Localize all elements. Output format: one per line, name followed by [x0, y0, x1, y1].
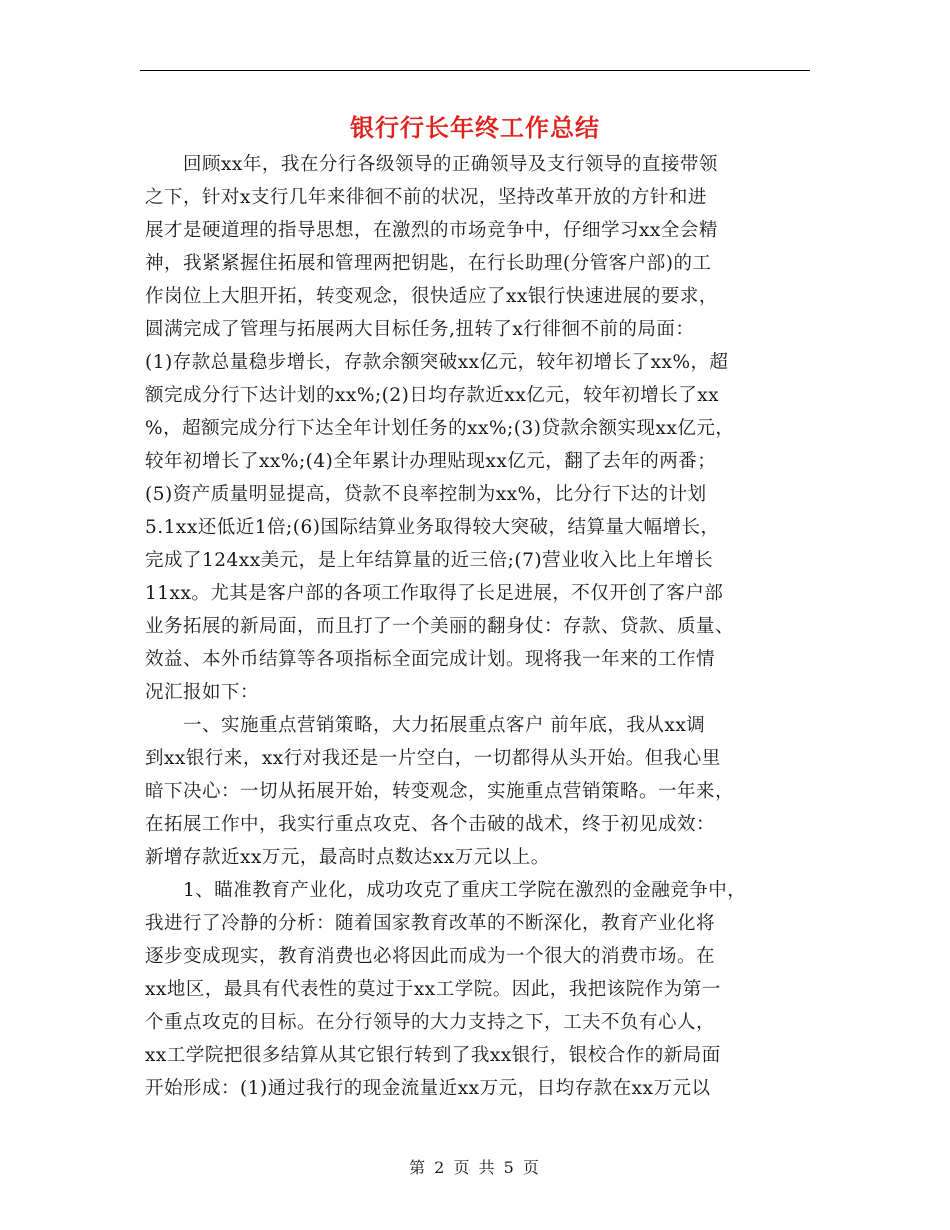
text-line: 展才是硬道理的指导思想，在激烈的市场竞争中，仔细学习xx全会精 [145, 220, 718, 241]
text-line: 逐步变成现实，教育消费也必将因此而成为一个很大的消费市场。在 [145, 946, 716, 967]
text-line: xx地区，最具有代表性的莫过于xx工学院。因此，我把该院作为第一 [145, 979, 721, 1000]
page-number: 第 2 页 共 5 页 [409, 1158, 541, 1177]
text-line: 1、瞄准教育产业化，成功攻克了重庆工学院在激烈的金融竞争中， [145, 880, 747, 901]
text-line: 况汇报如下： [145, 682, 260, 703]
text-line: 5.1xx还低近1倍;(6)国际结算业务取得较大突破，结算量大幅增长， [145, 517, 720, 538]
text-line: 回顾xx年，我在分行各级领导的正确领导及支行领导的直接带领 [145, 154, 718, 175]
text-line: 作岗位上大胆开拓，转变观念，很快适应了xx银行快速进展的要求， [145, 286, 718, 307]
text-line: 到xx银行来，xx行对我还是一片空白，一切都得从头开始。但我心里 [145, 748, 721, 769]
text-line: 效益、本外币结算等各项指标全面完成计划。现将我一年来的工作情 [145, 649, 716, 670]
text-line: (5)资产质量明显提高，贷款不良率控制为xx%，比分行下达的计划 [145, 484, 707, 505]
text-line: 个重点攻克的目标。在分行领导的大力支持之下，工夫不负有心人， [145, 1012, 716, 1033]
text-line: 一、实施重点营销策略，大力拓展重点客户 前年底，我从xx调 [145, 715, 706, 736]
text-line: 新增存款近xx万元，最高时点数达xx万元以上。 [145, 847, 550, 868]
text-line: 业务拓展的新局面，而且打了一个美丽的翻身仗：存款、贷款、质量、 [145, 616, 735, 637]
document-title: 银行行长年终工作总结 [350, 113, 600, 142]
text-line: 较年初增长了xx%;(4)全年累计办理贴现xx亿元，翻了去年的两番； [145, 451, 717, 472]
text-line: 暗下决心：一切从拓展开始，转变观念，实施重点营销策略。一年来， [145, 781, 735, 802]
text-line: 11xx。尤其是客户部的各项工作取得了长足进展，不仅开创了客户部 [145, 583, 724, 604]
text-line: 圆满完成了管理与拓展两大目标任务,扭转了x行徘徊不前的局面： [145, 319, 695, 340]
text-line: 开始形成：(1)通过我行的现金流量近xx万元，日均存款在xx万元以 [145, 1078, 711, 1099]
text-line: %，超额完成分行下达全年计划任务的xx%;(3)贷款余额实现xx亿元， [145, 418, 735, 439]
text-line: 在拓展工作中，我实行重点攻克、各个击破的战术，终于初见成效： [145, 814, 716, 835]
text-line: 神，我紧紧握住拓展和管理两把钥匙，在行长助理(分管客户部)的工 [145, 253, 712, 274]
text-line: 我进行了冷静的分析：随着国家教育改革的不断深化，教育产业化将 [145, 913, 716, 934]
text-line: (1)存款总量稳步增长，存款余额突破xx亿元，较年初增长了xx%，超 [145, 352, 729, 373]
text-line: 之下，针对x支行几年来徘徊不前的状况，坚持改革开放的方针和进 [145, 187, 707, 208]
text-line: xx工学院把很多结算从其它银行转到了我xx银行，银校合作的新局面 [145, 1045, 721, 1066]
text-line: 完成了124xx美元，是上年结算量的近三倍;(7)营业收入比上年增长 [145, 550, 714, 571]
text-line: 额完成分行下达计划的xx%;(2)日均存款近xx亿元，较年初增长了xx [145, 385, 720, 406]
header-rule [140, 70, 810, 71]
